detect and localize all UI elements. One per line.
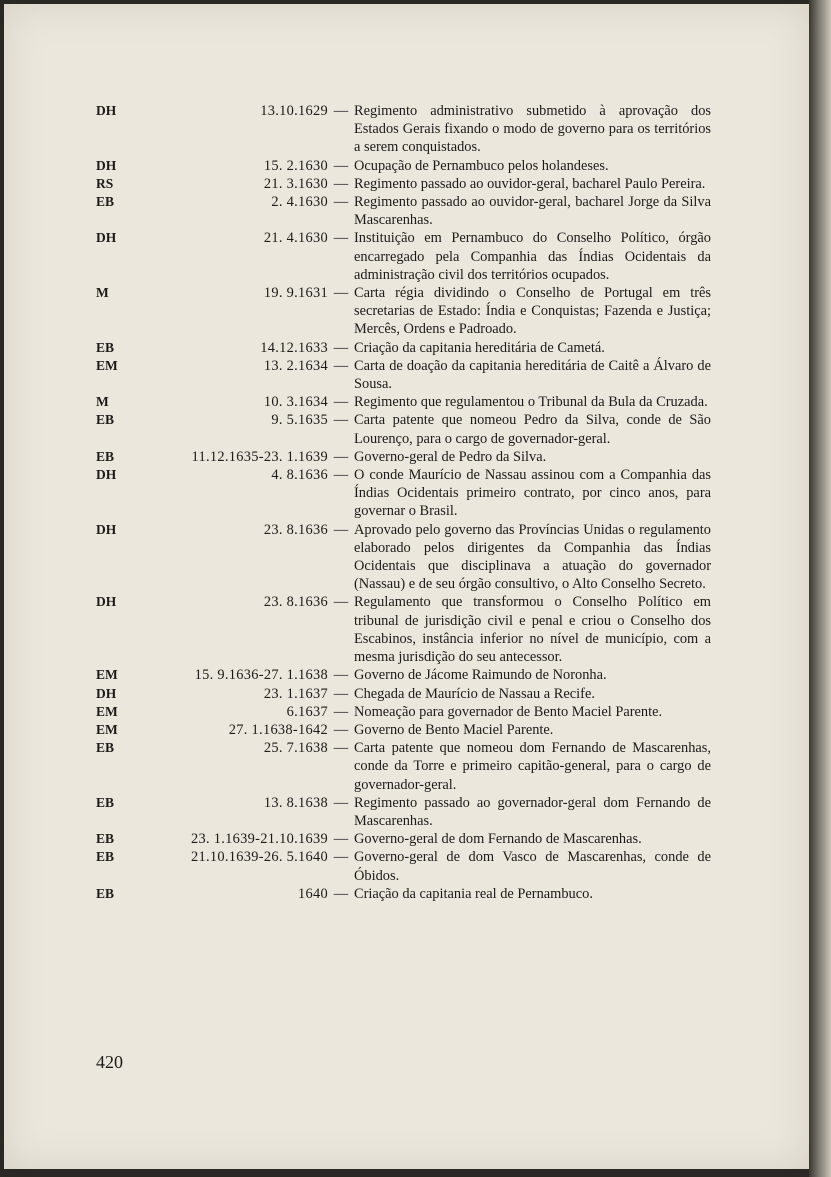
entry-date: 19. 9.1631 [263,285,328,302]
entry-date: 11.12.1635-23. 1.1639 [191,448,328,465]
source-code: M [96,394,109,410]
entry-description: Criação da capitania hereditária de Cametá. [354,339,605,356]
chronology-entry [96,593,711,666]
chronology-entry [96,193,711,229]
entry-description: Regulamento que transformou o Conselho Político em tribunal de jurisdição civil e penal e criou o Conselho dos Escabinos, instância inferior no nível de município, com a mesma jurisdição do seu antecessor. [354,594,711,666]
chronology-entry [96,448,711,466]
chronology-entry [96,393,711,411]
entry-date: 10. 3.1634 [263,394,328,411]
entry-date: 23. 1.1637 [263,685,328,702]
entry-dash: — [333,831,349,848]
entry-dash: — [333,357,349,374]
page-number: 420 [96,1052,123,1072]
entry-description: Carta régia dividindo o Conselho de Portugal em três secretarias de Estado: Índia e Conquistas; Fazenda e Justiça; Mercês, Ordens e Padroado. [354,285,711,338]
entry-dash: — [333,412,349,429]
entry-dash: — [333,794,349,811]
entry-description: Criação da capitania real de Pernambuco. [354,885,593,902]
entry-date: 23. 8.1636 [263,521,328,538]
entry-dash: — [333,703,349,720]
source-code: DH [96,103,117,118]
entry-description: Chegada de Maurício de Nassau a Recife. [354,685,595,702]
source-code: EB [96,794,115,810]
entry-dash: — [333,685,349,702]
chronology-entry [96,739,711,794]
source-code: EM [96,703,118,719]
chronology-entry [96,830,711,848]
chronology-entry [96,157,711,175]
page-edge-shadow [809,0,831,1177]
chronology-entry [96,721,711,739]
chronology-entry [96,521,711,594]
entry-description: Instituição em Pernambuco do Conselho Político, órgão encarregado pela Companhia das Índias Ocidentais da administração civil dos territórios ocupados. [354,230,711,283]
entry-description: Nomeação para governador de Bento Maciel Parente. [354,703,663,720]
entry-date: 13. 2.1634 [263,357,328,374]
entry-dash: — [333,194,349,211]
entry-dash: — [333,285,349,302]
entry-description: Regimento administrativo submetido à aprovação dos Estados Gerais fixando o modo de governo para os territórios a serem conquistados. [354,103,711,156]
chronology-entry [96,357,711,393]
source-code: EB [96,740,115,756]
entry-date: 15. 9.1636-27. 1.1638 [194,667,328,684]
entry-date: 21. 4.1630 [263,230,328,247]
entry-dash: — [333,521,349,538]
entry-dash: — [333,721,349,738]
source-code: DH [96,521,117,537]
chronology-entry [96,885,711,903]
entry-description: Governo-geral de dom Fernando de Mascarenhas. [354,831,642,848]
entry-date: 23. 8.1636 [263,594,328,611]
entry-date: 23. 1.1639-21.10.1639 [190,831,328,848]
entry-description: Governo de Jácome Raimundo de Noronha. [354,667,607,684]
entry-description: Carta patente que nomeou Pedro da Silva, conde de São Lourenço, para o cargo de governador-geral. [354,412,711,447]
source-code: EB [96,339,115,355]
source-code: EB [96,412,115,428]
entry-date: 2. 4.1630 [271,194,328,211]
entry-dash: — [333,157,349,174]
entry-description: Regimento passado ao ouvidor-geral, bacharel Jorge da Silva Mascarenhas. [354,194,711,229]
source-code: M [96,285,109,301]
source-code: EB [96,849,115,865]
source-code: DH [96,685,117,701]
entry-dash: — [333,230,349,247]
entry-dash: — [333,667,349,684]
source-code: EM [96,667,118,683]
entry-description: Aprovado pelo governo das Províncias Unidas o regulamento elaborado pelos dirigentes da Companhia das Índias Ocidentais que disciplinava a atuação do governador (Nassau) e de seu órgão consultivo, o Alto Conselho Secreto. [354,521,711,593]
source-code: EM [96,357,118,373]
entry-date: 6.1637 [286,703,328,720]
chronology-entry [96,666,711,684]
source-code: EB [96,194,115,210]
chronology-entry [96,411,711,447]
entry-dash: — [333,885,349,902]
entry-date: 21. 3.1630 [263,175,328,192]
entry-dash: — [333,339,349,356]
chronology-entry [96,703,711,721]
entry-dash: — [333,448,349,465]
entry-description: Regimento passado ao governador-geral dom Fernando de Mascarenhas. [354,794,711,829]
entry-description: Regimento que regulamentou o Tribunal da Bula da Cruzada. [354,394,708,411]
source-code: DH [96,467,117,483]
entry-description: Carta de doação da capitania hereditária de Caitê a Álvaro de Sousa. [354,357,711,393]
entry-date: 14.12.1633 [260,339,328,356]
source-code: EB [96,831,115,847]
entry-date: 13. 8.1638 [263,794,328,811]
entry-dash: — [333,467,349,484]
entry-date: 1640 [298,885,328,902]
entry-description: Carta patente que nomeou dom Fernando de Mascarenhas, conde da Torre e primeiro capitão-general, para o cargo de governador-geral. [354,740,711,793]
source-code: EB [96,448,115,464]
entry-date: 4. 8.1636 [271,467,328,484]
chronology-entry [96,794,711,830]
entry-description: Ocupação de Pernambuco pelos holandeses. [354,157,609,174]
entry-date: 25. 7.1638 [263,740,328,757]
source-code: DH [96,157,117,173]
entry-description: Regimento passado ao ouvidor-geral, bacharel Paulo Pereira. [354,175,706,192]
source-code: DH [96,230,117,246]
entry-description: Governo de Bento Maciel Parente. [354,721,554,738]
source-code: DH [96,594,117,610]
chronology-entry [96,466,711,521]
chronology-entry [96,339,711,357]
chronology-entry [96,102,711,157]
entry-dash: — [333,740,349,757]
entry-description: Governo-geral de Pedro da Silva. [354,448,547,465]
chronology-entry [96,685,711,703]
entry-dash: — [333,103,349,119]
entry-description: Governo-geral de dom Vasco de Mascarenhas, conde de Óbidos. [354,849,711,884]
chronology-entry [96,284,711,339]
chronology-list [96,102,711,903]
entry-description: O conde Maurício de Nassau assinou com a Companhia das Índias Ocidentais primeiro contrato, por cinco anos, para governar o Brasil. [354,467,711,520]
chronology-entry [96,229,711,284]
source-code: RS [96,175,114,191]
entry-dash: — [333,394,349,411]
entry-date: 15. 2.1630 [263,157,328,174]
entry-date: 9. 5.1635 [271,412,328,429]
entry-dash: — [333,594,349,611]
entry-dash: — [333,175,349,192]
chronology-entry [96,848,711,884]
entry-date: 13.10.1629 [260,103,328,119]
entry-date: 27. 1.1638-1642 [228,721,328,738]
source-code: EM [96,721,118,737]
book-page [4,4,809,1169]
entry-date: 21.10.1639-26. 5.1640 [190,849,328,866]
source-code: EB [96,885,115,901]
entry-dash: — [333,849,349,866]
chronology-entry [96,175,711,193]
